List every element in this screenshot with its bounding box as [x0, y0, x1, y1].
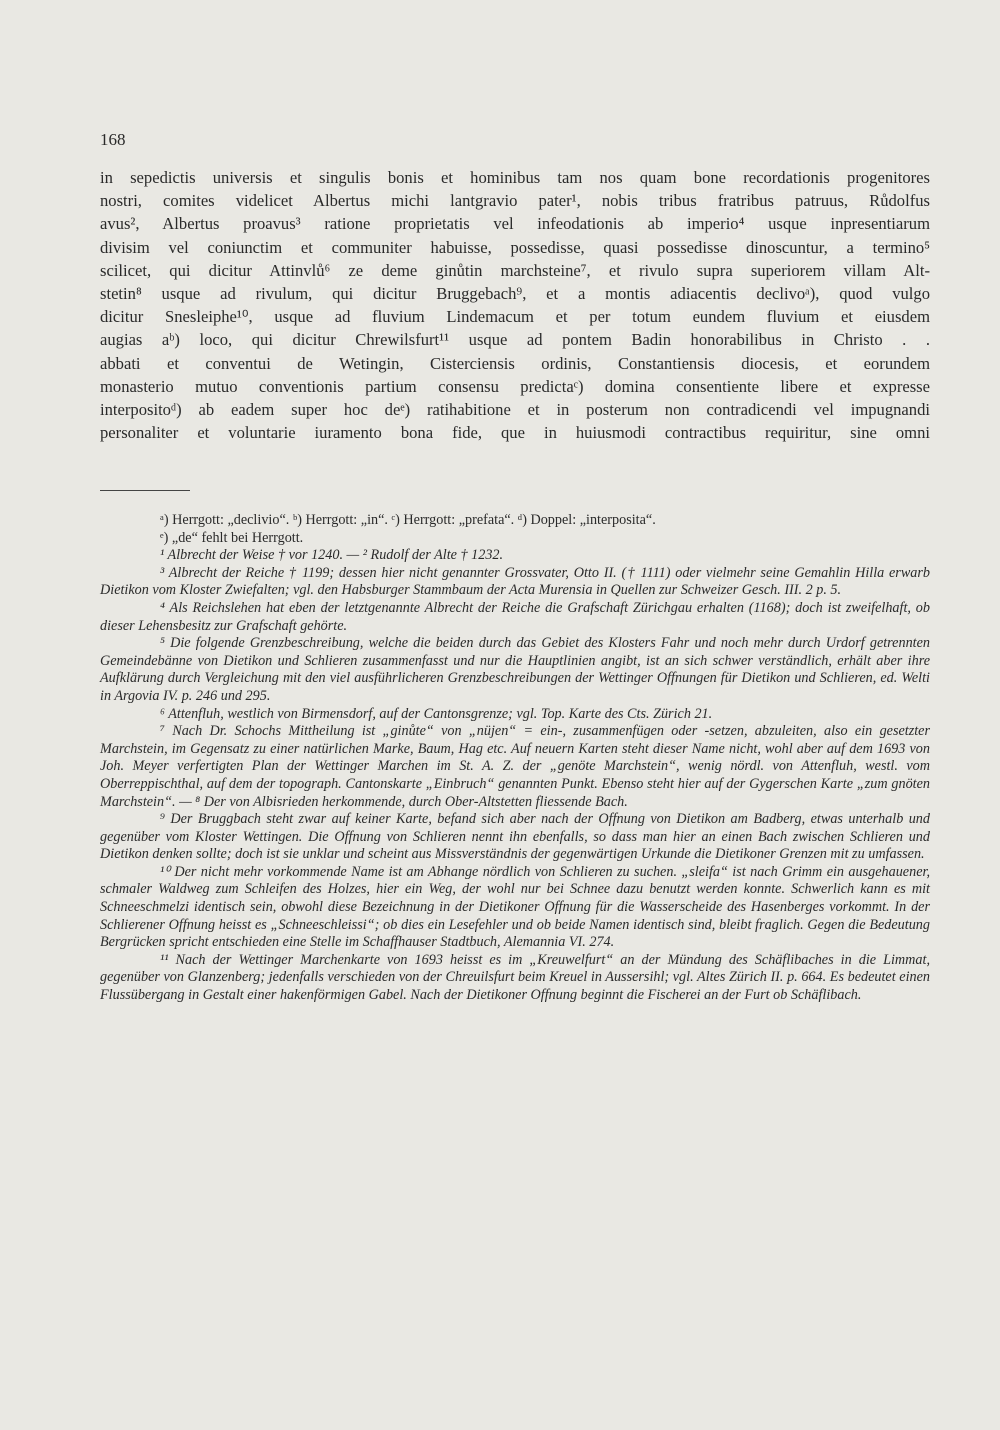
page-number: 168 — [100, 130, 126, 149]
variant-note: ᵉ) „de“ fehlt bei Herrgott. — [160, 529, 304, 546]
footnote: ¹¹ Nach der Wettinger Marchenkarte von 1693 heisst es im „Kreuwelfurt“ an der Mündung des Schäflibaches in die Limmat, gegenüber von Glanzenberg; jedenfalls verschieden von der Chreuilsfurt beim Kreuel in Aussersihl; vgl. Altes Zürich II. p. 664. Es bedeutet einen Flussübergang in Gestalt einer hakenförmigen Gabel. Nach der Dietikoner Offnung beginnt die Fischerei an der Furt ob Schäflibach. — [100, 951, 930, 1004]
footnote: ¹⁰ Der nicht mehr vorkommende Name ist am Abhange nördlich von Schlieren zu suchen. „sleifa“ ist nach Grimm ein ausgehauener, schmaler Waldweg zum Schleifen des Holzes, hier ein Weg, der wohl nur bei Schnee dazu benutzt werden konnte. Schwerlich kann es mit Schneeschmelzi identisch sein, obwohl diese Bezeichnung in der Dietikoner Offnung für die Wasserscheide des Hasenberges vorkommt. In der Schlierener Offnung heisst es „Schneeschleissi“; ob dies ein Lesefehler und ob beide Namen identisch sind, bleibt fraglich. Gegen die Bedeutung Bergrücken spricht entschieden eine Stelle im Schaffhauser Stadtbuch, Alemannia VI. 274. — [100, 863, 930, 951]
text-line: in sepedictis universis et singulis bonis et hominibus tam nos quam bone recordationis progenitores — [100, 168, 930, 187]
text-line: stetin⁸ usque ad rivulum, qui dicitur Bruggebach⁹, et a montis adiacentis declivoᵃ), quod vulgo — [100, 284, 930, 304]
text-line: augias aᵇ) loco, qui dicitur Chrewilsfurt¹¹ usque ad pontem Badin honorabilibus in Christo . . — [100, 330, 930, 350]
text-line: interpositoᵈ) ab eadem super hoc deᵉ) ratihabitione et in posterum non contradicendi vel impugnandi — [100, 400, 930, 420]
footnote: ⁷ Nach Dr. Schochs Mittheilung ist „ginůte“ von „nüjen“ = ein-, zusammenfügen oder -setzen, abzuleiten, also ein gesetzter Marchstein, im Gegensatz zu einer natürlichen Marke, Baum, Hag etc. Auf neuern Karten steht dieser Name nicht, wohl aber auf dem 1693 von Joh. Meyer verfertigten Plan der Wettinger Marchen im St. A. Z. der „genöte Marchstein“, wenig nördl. von Attenfluh, westl. vom Oberreppischthal, auf dem der topograph. Cantonskarte „Einbruch“ genannten Punkt. Ebenso steht hier auf der Gygerschen Karte „zum gnöten Marchstein“. — ⁸ Der von Albisrieden herkommende, durch Ober-Altstetten fliessende Bach. — [100, 723, 930, 810]
footnote: ³ Albrecht der Reiche † 1199; dessen hier nicht genannter Grossvater, Otto II. († 1111) oder vielmehr seine Gemahlin Hilla erwarb Dietikon vom Kloster Zwiefalten; vgl. den Habsburger Stammbaum der Acta Murensia in Quellen zur Schweizer Gesch. III. 2 p. 5. — [100, 564, 930, 599]
footnote: ⁹ Der Bruggbach steht zwar auf keiner Karte, befand sich aber nach der Offnung von Dietikon am Badberg, etwas unterhalb und gegenüber vom Kloster Wettingen. Die Offnung von Schlieren nennt ihn ebenfalls, so dass man hier an einen Bach zwischen Schlieren und Dietikon denken sollte; doch ist sie unklar und scheint aus Missverständnis der gegenwärtigen Urkunde die Dietikoner Grenzen mit zu umfassen. — [100, 811, 930, 863]
footnote: ¹ Albrecht der Weise † vor 1240. — ² Rudolf der Alte † 1232. — [160, 547, 504, 564]
text-line: monasterio mutuo conventionis partium consensu predictaᶜ) domina consentiente libere et expresse — [100, 376, 930, 396]
main-text — [100, 166, 930, 444]
footnote-divider — [100, 490, 190, 491]
text-line: dicitur Snesleiphe¹⁰, usque ad fluvium Lindemacum et per totum eundem fluvium et eiusdem — [100, 307, 930, 327]
text-line: abbati et conventui de Wetingin, Cisterciensis ordinis, Constantiensis diocesis, et eorundem — [100, 353, 930, 373]
footnote: ⁶ Attenfluh, westlich von Birmensdorf, auf der Cantonsgrenze; vgl. Top. Karte des Cts. Zürich 21. — [160, 705, 713, 722]
footnote: ⁴ Als Reichslehen hat eben der letztgenannte Albrecht der Reiche die Grafschaft Zürichgau erhalten (1168); doch ist zweifelhaft, ob dieser Lehensbesitz zur Grafschaft gehörte. — [100, 599, 930, 634]
variant-note: ᵃ) Herrgott: „declivio“. ᵇ) Herrgott: „in“. ᶜ) Herrgott: „prefata“. ᵈ) Doppel: „interposita“. — [160, 512, 656, 528]
text-line: personaliter et voluntarie iuramento bona fide, que in huiusmodi contractibus requiritur, sine omni — [100, 423, 930, 443]
footnote: ⁵ Die folgende Grenzbeschreibung, welche die beiden durch das Gebiet des Klosters Fahr und noch mehr durch Urdorf getrennten Gemeindebänne von Dietikon und Schlieren zusammenfasst und nur die Hauptlinien angibt, ist an sich schwer verständlich, erhält aber ihre Aufklärung durch Vergleichung mit den viel ausführlicheren Grenzbeschreibungen der Wettinger Offnungen für Dietikon und Schlieren, ed. Welti in Argovia IV. p. 246 und 295. — [100, 635, 930, 704]
footnotes — [100, 512, 930, 1005]
text-line: scilicet, qui dicitur Attinvlů⁶ ze deme ginůtin marchsteine⁷, et rivulo supra superiorem villam Alt- — [100, 260, 930, 280]
text-line: divisim vel coniunctim et communiter habuisse, possedisse, quasi possedisse dinoscuntur, a termino⁵ — [100, 237, 930, 257]
text-line: nostri, comites videlicet Albertus michi lantgravio pater¹, nobis tribus fratribus patruus, Růdolfus — [100, 191, 930, 211]
text-line: avus², Albertus proavus³ ratione proprietatis vel infeodationis ab imperio⁴ usque inpresentiarum — [100, 214, 930, 234]
